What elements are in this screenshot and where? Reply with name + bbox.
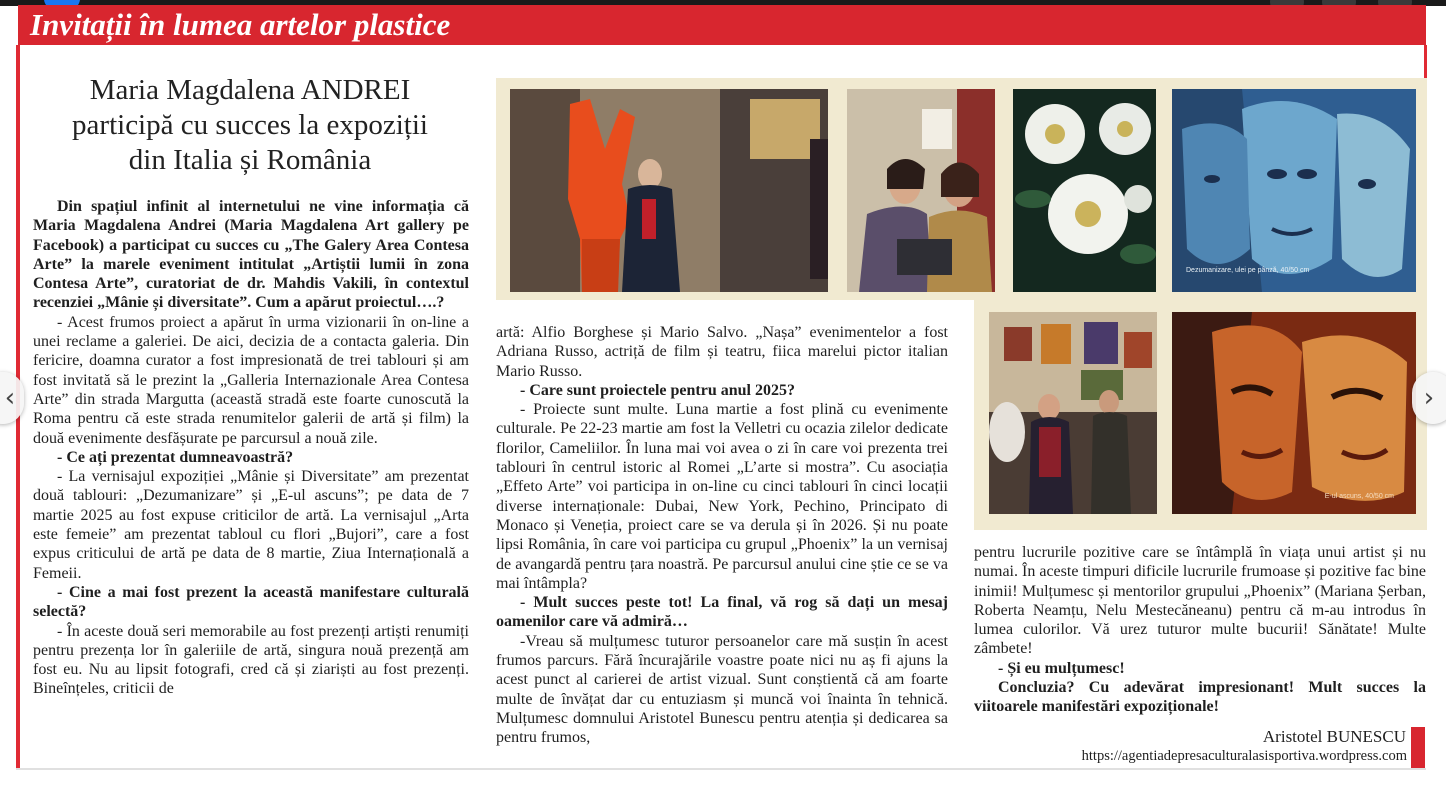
painting-dezumanizare xyxy=(1172,89,1416,292)
painting-e-ul-ascuns xyxy=(1172,312,1416,514)
answer-paragraph: - Proiecte sunt multe. Luna martie a fost plină cu evenimente culturale. Pe 22-23 martie am fost la Velletri cu ocazia zilelor dedicate florilor, Cameliilor. În luna mai voi avea o zi în care voi prezenta trei tablouri în centrul istoric al Romei „L’arte si mostra”. Cu asociația „Effeto Arte” voi participa in on-line cu cinci tablouri în cinci locații diverse internaționale: Dubai, New York, Pechino, Principato di Monaco și Veneția, proiect care se va derula și în 2026. Și nu poate lipsi România, în care voi participa cu grupul „Phoenix” la un vernisaj de avangardă pentru țara noastră. Pe parcursul anului cine știe ce se va mai întâmpla? xyxy=(496,401,948,592)
exhibition-photo-two-women xyxy=(847,89,995,292)
article-column-3 xyxy=(974,543,1426,717)
answer-paragraph: pentru lucrurile pozitive care se întâmplă în viața unui artist și nu numai. În aceste timpuri dificile lucrurile frumoase și pozitive fac bine inimii! Mulțumesc și mentorilor grupului „Phoenix” (Mariana Șerban, Roberta Neamțu, Nelu Mestecăneanu) pentru că m-au introdus în lumea culorilor. Vă urez tuturor multe bucurii! Sănătate! Multe zâmbete! xyxy=(974,544,1426,658)
painting-flowers-bujori xyxy=(1013,89,1156,292)
section-title: Invitații în lumea artelor plastice xyxy=(30,7,451,42)
answer-paragraph: - La vernisajul expoziției „Mânie și Diversitate” am prezentat două tablouri: „Dezumanizare” și „E-ul ascuns”; pe data de 7 martie 2025 au fost expuse criticilor de artă. La vernisajul „Arta este femeie” am prezentat tabloul cu flori „Bujori”, care a fost expus criticului de artă pe data de 8 martie, Ziua Internațională a Femeii. xyxy=(33,468,469,582)
headline-line-2: participă cu succes la expoziții xyxy=(72,109,428,141)
headline-line-1: Maria Magdalena ANDREI xyxy=(89,74,411,106)
chevron-right-icon: › xyxy=(1423,383,1435,413)
answer-paragraph: - Acest frumos proiect a apărut în urma vizionarii în on-line a unei reclame a galeriei. De aici, decizia de a contacta galeria. Din fericire, doamna curator a fost impresionată de trei tablouri și am fost invitată să le prezint la „Galleria Internazionale Area Contesa Arte” din strada Margutta (această stradă este foarte cunoscută la Roma pentru că este strada renumitelor galerii de artă și film) la două evenimente desfășurate pe parcursul a nouă zile. xyxy=(33,313,469,447)
previous-page-button[interactable] xyxy=(0,372,24,424)
answer-paragraph: - În aceste două seri memorabile au fost prezenți artiști renumiți pentru prezența lor în galeriile de artă, singura nouă prezență am fost eu. Nu au lipsit fotografi, cred că și ziariști au fost prezenți. Bineînțeles, criticii de xyxy=(33,622,469,698)
question-paragraph: - Cine a mai fost prezent la această manifestare culturală selectă? xyxy=(33,583,469,621)
intro-paragraph: Din spațiul infinit al internetului ne vine informația că Maria Magdalena Andrei (Maria Magdalena Art gallery pe Facebook) a participat cu succes cu „The Galery Area Contesa Arte” la marele eveniment intitulat „Artiștii lumii în zona Contesa Arte”, curatoriat de dr. Mahdis Vakili, în contextul recenziei „Mânie și diversitate”. Cum a apărut proiectul….? xyxy=(33,198,469,312)
gallery-photo-drawing xyxy=(989,312,1157,514)
exhibition-photo-sculpture xyxy=(510,89,828,292)
conclusion-paragraph: Concluzia? Cu adevărat impresionant! Mult succes la viitoarele manifestări expoziționale! xyxy=(974,679,1426,716)
question-paragraph: - Care sunt proiectele pentru anul 2025? xyxy=(520,381,795,399)
chevron-left-icon: ‹ xyxy=(4,383,16,413)
article-column-2 xyxy=(496,323,948,748)
page-bottom-edge xyxy=(16,768,1426,770)
article-author: Aristotel BUNESCU xyxy=(1262,727,1406,746)
headline-line-3: din Italia și România xyxy=(128,144,372,176)
faces-painting-drawing xyxy=(1172,89,1416,292)
answer-paragraph: -Vreau să mulțumesc tuturor persoanelor care mă susțin în acest frumos parcurs. Fără încurajările voastre poate nici nu aș fi ajuns la acest punct al carierei de artist vizual. Sunt conștientă că am foarte multe de învățat dar cu entuziasm și muncă voi înainta în tehnică. Mulțumesc domnului Aristotel Bunescu pentru atenția și dedicarea sa pentru frumos, xyxy=(496,632,948,747)
section-banner xyxy=(18,5,1426,45)
source-url[interactable]: https://agentiadepresaculturalasisportiva.wordpress.com xyxy=(1081,748,1407,764)
article-headline xyxy=(40,73,460,178)
question-paragraph: - Mult succes peste tot! La final, vă rog să dați un mesaj oamenilor care vă admiră… xyxy=(496,594,948,631)
question-paragraph: - Ce ați prezentat dumneavoastră? xyxy=(57,448,294,466)
author-accent-bar xyxy=(1411,727,1425,769)
answer-paragraph: artă: Alfio Borghese și Mario Salvo. „Nașa” evenimentelor a fost Adriana Russo, actriță de film și teatru, fiica marelui pictor italian Mario Russo. xyxy=(496,324,948,380)
flowers-painting-drawing xyxy=(1013,89,1156,292)
next-page-button[interactable] xyxy=(1412,372,1446,424)
closing-line: - Și eu mulțumesc! xyxy=(998,659,1125,677)
two-women-photo-drawing xyxy=(847,89,995,292)
painting-caption-e-ul-ascuns: E-ul ascuns, 40/50 cm xyxy=(1324,493,1394,500)
exhibition-photo-gallery-visitors xyxy=(989,312,1157,514)
sculpture-photo-drawing xyxy=(510,89,828,292)
article-column-1 xyxy=(33,197,469,699)
painting-caption-dezumanizare: Dezumanizare, ulei pe pânză, 40/50 cm xyxy=(1186,267,1310,274)
faces-painting-2-drawing xyxy=(1172,312,1416,514)
